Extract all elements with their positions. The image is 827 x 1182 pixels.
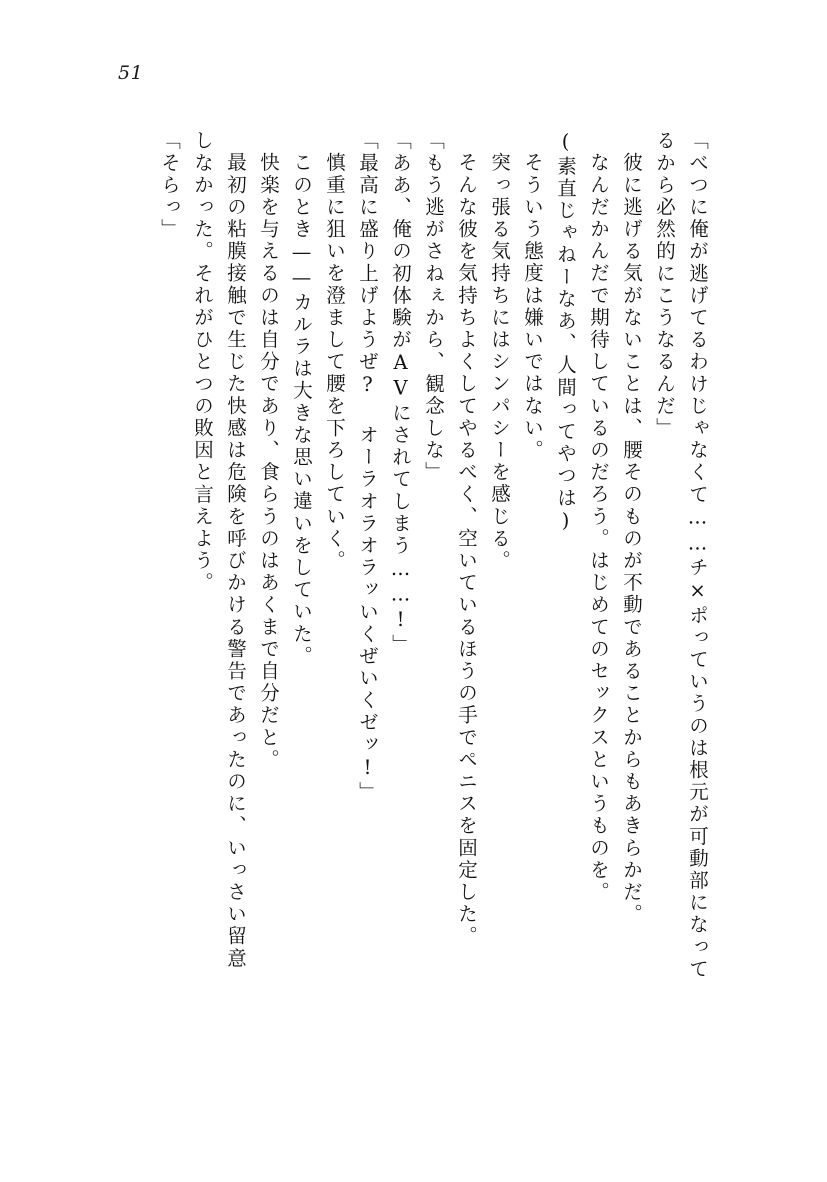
- text-line: 快楽を与えるのは自分であり、食らうのはあくまで自分だと。: [257, 152, 280, 771]
- text-line: 突っ張る気持ちにはシンパシーを感じる。: [488, 152, 511, 572]
- text-line: なんだかんだで期待しているのだろう。はじめてのセックスというものを。: [587, 152, 610, 904]
- text-line: しなかった。それがひとつの敗因と言えよう。: [191, 130, 214, 595]
- page-number: 51: [118, 62, 144, 84]
- vertical-text-block: [137, 130, 707, 1090]
- text-line: 「べつに俺が逃げてるわけじゃなくて……チ×ポっていうのは根元が可動部になって: [686, 130, 709, 981]
- text-line: るから必然的にこうなるんだ」: [653, 130, 676, 440]
- text-line: 最初の粘膜接触で生じた快感は危険を呼びかける警告であったのに、いっさい留意: [224, 152, 247, 970]
- text-line: 「ああ、俺の初体験がAVにされてしまう……!」: [389, 130, 412, 656]
- text-line: このとき——カルラは大きな思い違いをしていた。: [290, 152, 313, 668]
- text-line: 「もう逃がさねぇから、観念しな」: [422, 130, 445, 484]
- text-line: 「そらっ」: [158, 130, 181, 241]
- text-line: 彼に逃げる気がないことは、腰そのものが不動であることからもあきらかだ。: [620, 152, 643, 926]
- text-line: そんな彼を気持ちよくしてやるべく、空いているほうの手でペニスを固定した。: [455, 152, 478, 948]
- text-line: そういう態度は嫌いではない。: [521, 152, 544, 462]
- text-line: 「最高に盛り上げようぜ? オーラオラオラッいくぜいくゼッ!」: [356, 130, 379, 804]
- text-line: (素直じゃねーなあ、人間ってやつは): [554, 130, 577, 535]
- text-line: 慎重に狙いを澄まして腰を下ろしていく。: [323, 152, 346, 572]
